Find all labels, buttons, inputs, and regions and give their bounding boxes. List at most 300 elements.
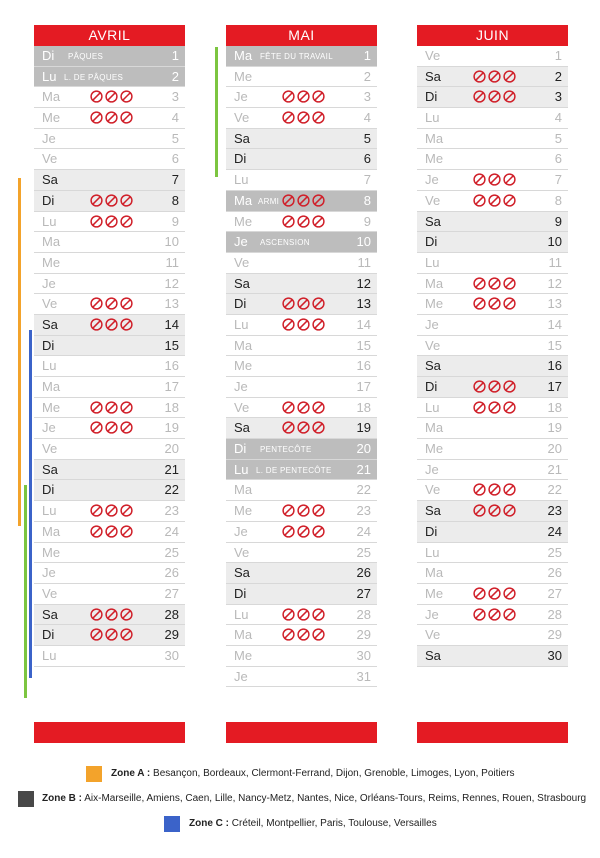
weekday-label: Lu xyxy=(42,213,57,229)
day-number: 30 xyxy=(164,647,179,663)
day-number: 24 xyxy=(547,523,562,539)
day-row xyxy=(226,584,377,605)
weekday-label: Ma xyxy=(425,420,444,436)
day-row xyxy=(34,294,185,315)
traffic-ban-icons xyxy=(90,215,135,230)
day-row xyxy=(34,67,185,88)
month-footer xyxy=(226,722,377,743)
day-number: 6 xyxy=(554,151,562,167)
weekday-label: Lu xyxy=(425,544,440,560)
day-row xyxy=(417,522,568,543)
weekday-label: Di xyxy=(42,627,55,643)
weekday-label: Lu xyxy=(42,358,57,374)
day-number: 21 xyxy=(356,461,371,477)
day-number: 18 xyxy=(547,399,562,415)
weekday-label: Me xyxy=(425,296,444,312)
weekday-label: Je xyxy=(42,275,56,291)
traffic-ban-icons xyxy=(473,401,518,416)
traffic-ban-icons xyxy=(473,173,518,188)
no-entry-icon xyxy=(297,318,310,331)
day-row xyxy=(417,129,568,150)
day-row xyxy=(34,501,185,522)
day-row xyxy=(417,605,568,626)
zone-a-name: Zone A : xyxy=(111,768,151,779)
weekday-label: Ve xyxy=(425,48,441,63)
weekday-label: Ma xyxy=(425,565,444,581)
weekday-label: Sa xyxy=(42,172,58,188)
weekday-label: Je xyxy=(234,234,248,250)
weekday-label: Je xyxy=(42,420,56,436)
weekday-label: Sa xyxy=(42,461,58,477)
month-header: AVRIL xyxy=(34,25,185,46)
traffic-ban-icons xyxy=(282,608,327,623)
day-number: 5 xyxy=(363,130,371,146)
day-row xyxy=(417,149,568,170)
day-number: 30 xyxy=(547,647,562,663)
zone-b-legend xyxy=(42,792,586,806)
no-entry-icon xyxy=(503,90,516,103)
weekday-label: Ma xyxy=(425,275,444,291)
day-number: 14 xyxy=(356,316,371,332)
day-number: 26 xyxy=(164,565,179,581)
traffic-ban-icons xyxy=(282,504,327,519)
no-entry-icon xyxy=(282,628,295,641)
day-row xyxy=(226,294,377,315)
traffic-ban-icons xyxy=(473,483,518,498)
traffic-ban-icons xyxy=(473,297,518,312)
weekday-label: Ma xyxy=(234,337,253,353)
weekday-label: Me xyxy=(42,110,61,126)
day-number: 26 xyxy=(547,565,562,581)
day-row xyxy=(226,625,377,646)
day-row xyxy=(417,46,568,67)
traffic-ban-icons xyxy=(90,421,135,436)
day-number: 20 xyxy=(356,441,371,457)
day-row xyxy=(34,149,185,170)
no-entry-icon xyxy=(120,194,133,207)
no-entry-icon xyxy=(297,608,310,621)
no-entry-icon xyxy=(473,608,486,621)
day-row xyxy=(417,170,568,191)
no-entry-icon xyxy=(90,421,103,434)
day-row xyxy=(226,67,377,88)
no-entry-icon xyxy=(473,194,486,207)
day-number: 12 xyxy=(547,275,562,291)
day-number: 21 xyxy=(164,461,179,477)
day-row xyxy=(417,315,568,336)
traffic-ban-icons xyxy=(473,504,518,519)
traffic-ban-icons xyxy=(90,525,135,540)
weekday-label: Me xyxy=(234,68,253,84)
day-row xyxy=(417,377,568,398)
day-number: 24 xyxy=(356,523,371,539)
day-row xyxy=(226,170,377,191)
holiday-label: PENTECÔTE xyxy=(260,445,312,455)
no-entry-icon xyxy=(120,111,133,124)
day-number: 27 xyxy=(164,585,179,601)
holiday-label: FÊTE DU TRAVAIL xyxy=(260,52,333,61)
zone-c-cities: Créteil, Montpellier, Paris, Toulouse, Versailles xyxy=(231,818,437,829)
weekday-label: Di xyxy=(234,441,247,457)
day-row xyxy=(226,646,377,667)
weekday-label: Sa xyxy=(425,68,441,84)
no-entry-icon xyxy=(120,504,133,517)
no-entry-icon xyxy=(120,608,133,621)
day-row xyxy=(226,108,377,129)
no-entry-icon xyxy=(503,297,516,310)
traffic-ban-icons xyxy=(473,608,518,623)
day-number: 23 xyxy=(356,503,371,519)
day-row xyxy=(226,87,377,108)
traffic-ban-icons xyxy=(473,587,518,602)
no-entry-icon xyxy=(488,380,501,393)
day-number: 8 xyxy=(171,192,179,208)
no-entry-icon xyxy=(105,525,118,538)
holiday-label: ASCENSION xyxy=(260,238,310,248)
weekday-label: Ve xyxy=(234,110,250,126)
no-entry-icon xyxy=(105,608,118,621)
no-entry-icon xyxy=(282,525,295,538)
day-row xyxy=(34,46,185,67)
weekday-label: Ma xyxy=(234,482,253,498)
day-number: 11 xyxy=(548,254,562,270)
traffic-ban-icons xyxy=(473,194,518,209)
weekday-label: Sa xyxy=(234,130,250,146)
day-row xyxy=(34,253,185,274)
no-entry-icon xyxy=(473,587,486,600)
no-entry-icon xyxy=(503,70,516,83)
traffic-ban-icons xyxy=(90,194,135,209)
day-number: 31 xyxy=(356,668,371,684)
day-row xyxy=(226,356,377,377)
no-entry-icon xyxy=(503,483,516,496)
day-row xyxy=(417,584,568,605)
day-row xyxy=(226,439,377,460)
day-number: 1 xyxy=(171,48,179,63)
traffic-ban-icons xyxy=(282,318,327,333)
day-row xyxy=(34,170,185,191)
day-number: 3 xyxy=(363,89,371,105)
weekday-label: Me xyxy=(234,647,253,663)
day-row xyxy=(417,294,568,315)
zone-b-swatch xyxy=(18,791,34,807)
day-row xyxy=(226,129,377,150)
day-number: 22 xyxy=(547,482,562,498)
weekday-label: Ve xyxy=(234,254,250,270)
day-number: 21 xyxy=(547,461,562,477)
no-entry-icon xyxy=(503,380,516,393)
no-entry-icon xyxy=(312,297,325,310)
no-entry-icon xyxy=(105,194,118,207)
weekday-label: Me xyxy=(234,358,253,374)
day-row xyxy=(34,108,185,129)
no-entry-icon xyxy=(297,194,310,207)
day-number: 14 xyxy=(547,316,562,332)
day-row xyxy=(34,315,185,336)
weekday-label: Ma xyxy=(42,523,61,539)
zone-c-swatch xyxy=(164,816,180,832)
traffic-ban-icons xyxy=(90,401,135,416)
weekday-label: Ma xyxy=(234,627,253,643)
day-row xyxy=(417,563,568,584)
weekday-label: Sa xyxy=(425,358,441,374)
day-row xyxy=(34,398,185,419)
weekday-label: Me xyxy=(42,544,61,560)
day-number: 3 xyxy=(554,89,562,105)
weekday-label: Di xyxy=(425,234,438,250)
day-number: 18 xyxy=(164,399,179,415)
no-entry-icon xyxy=(105,504,118,517)
day-number: 23 xyxy=(164,503,179,519)
day-number: 28 xyxy=(547,606,562,622)
day-number: 4 xyxy=(554,110,562,126)
day-row xyxy=(226,543,377,564)
weekday-label: Ve xyxy=(42,296,58,312)
day-row xyxy=(34,563,185,584)
traffic-ban-icons xyxy=(90,504,135,519)
no-entry-icon xyxy=(488,297,501,310)
no-entry-icon xyxy=(473,70,486,83)
no-entry-icon xyxy=(120,318,133,331)
no-entry-icon xyxy=(297,628,310,641)
traffic-ban-icons xyxy=(282,421,327,436)
no-entry-icon xyxy=(90,525,103,538)
day-row xyxy=(226,315,377,336)
no-entry-icon xyxy=(473,297,486,310)
holiday-label: ARMI xyxy=(258,196,280,206)
weekday-label: Sa xyxy=(425,503,441,519)
day-number: 20 xyxy=(164,441,179,457)
weekday-label: Ve xyxy=(42,151,58,167)
weekday-label: Lu xyxy=(425,399,440,415)
day-number: 13 xyxy=(547,296,562,312)
zone-a-legend xyxy=(111,767,515,781)
weekday-label: Di xyxy=(42,192,55,208)
no-entry-icon xyxy=(297,421,310,434)
day-number: 1 xyxy=(363,48,371,63)
traffic-ban-icons xyxy=(90,111,135,126)
weekday-label: Me xyxy=(234,213,253,229)
weekday-label: Ve xyxy=(425,337,441,353)
day-number: 2 xyxy=(363,68,371,84)
day-number: 5 xyxy=(554,130,562,146)
weekday-label: Di xyxy=(42,48,55,63)
no-entry-icon xyxy=(312,504,325,517)
no-entry-icon xyxy=(488,587,501,600)
no-entry-icon xyxy=(105,421,118,434)
day-row xyxy=(34,418,185,439)
weekday-label: Sa xyxy=(425,213,441,229)
day-row xyxy=(34,129,185,150)
traffic-ban-icons xyxy=(282,194,327,209)
no-entry-icon xyxy=(488,483,501,496)
traffic-ban-icons xyxy=(90,318,135,333)
weekday-label: Ma xyxy=(42,379,61,394)
day-row xyxy=(34,336,185,357)
day-row xyxy=(226,605,377,626)
day-number: 10 xyxy=(356,234,371,250)
no-entry-icon xyxy=(90,504,103,517)
day-row xyxy=(417,501,568,522)
no-entry-icon xyxy=(282,421,295,434)
weekday-label: Je xyxy=(234,668,248,684)
day-row xyxy=(226,460,377,481)
day-number: 6 xyxy=(171,151,179,167)
no-entry-icon xyxy=(473,277,486,290)
no-entry-icon xyxy=(312,525,325,538)
no-entry-icon xyxy=(297,525,310,538)
day-number: 1 xyxy=(554,48,562,63)
no-entry-icon xyxy=(312,401,325,414)
day-number: 4 xyxy=(171,110,179,126)
day-row xyxy=(34,605,185,626)
day-row xyxy=(226,274,377,295)
holiday-label: L. DE PÂQUES xyxy=(64,72,124,82)
no-entry-icon xyxy=(120,401,133,414)
traffic-ban-icons xyxy=(90,297,135,312)
month-header: JUIN xyxy=(417,25,568,46)
weekday-label: Ma xyxy=(425,130,444,146)
day-row xyxy=(226,522,377,543)
no-entry-icon xyxy=(105,628,118,641)
weekday-label: Sa xyxy=(234,420,250,436)
day-row xyxy=(417,108,568,129)
holiday-label: L. DE PENTECÔTE xyxy=(256,465,332,475)
traffic-ban-icons xyxy=(473,70,518,85)
no-entry-icon xyxy=(282,215,295,228)
no-entry-icon xyxy=(90,318,103,331)
weekday-label: Je xyxy=(425,172,439,188)
no-entry-icon xyxy=(473,401,486,414)
day-number: 17 xyxy=(164,379,179,394)
zone-a-bar xyxy=(18,178,21,526)
day-number: 3 xyxy=(171,89,179,105)
day-number: 30 xyxy=(356,647,371,663)
no-entry-icon xyxy=(503,401,516,414)
weekday-label: Je xyxy=(234,379,248,394)
day-number: 8 xyxy=(554,192,562,208)
day-number: 2 xyxy=(554,68,562,84)
no-entry-icon xyxy=(488,90,501,103)
day-number: 22 xyxy=(356,482,371,498)
day-number: 9 xyxy=(171,213,179,229)
weekday-label: Ma xyxy=(42,89,61,105)
no-entry-icon xyxy=(282,90,295,103)
day-row xyxy=(34,646,185,667)
weekday-label: Ve xyxy=(42,441,58,457)
weekday-label: Lu xyxy=(42,68,57,84)
weekday-label: Sa xyxy=(42,606,58,622)
weekday-label: Lu xyxy=(42,647,57,663)
no-entry-icon xyxy=(90,90,103,103)
no-entry-icon xyxy=(90,215,103,228)
day-row xyxy=(417,67,568,88)
no-entry-icon xyxy=(503,504,516,517)
day-number: 7 xyxy=(363,172,371,188)
day-row xyxy=(34,480,185,501)
no-entry-icon xyxy=(282,194,295,207)
day-row xyxy=(417,191,568,212)
traffic-ban-icons xyxy=(90,608,135,623)
no-entry-icon xyxy=(120,297,133,310)
day-number: 19 xyxy=(356,420,371,436)
weekday-label: Je xyxy=(234,523,248,539)
weekday-label: Di xyxy=(425,379,438,394)
day-row xyxy=(417,398,568,419)
no-entry-icon xyxy=(90,297,103,310)
month-header: MAI xyxy=(226,25,377,46)
day-number: 12 xyxy=(164,275,179,291)
day-row xyxy=(417,87,568,108)
month-mai xyxy=(226,25,377,687)
zone-b-cities: Aix-Marseille, Amiens, Caen, Lille, Nancy-Metz, Nantes, Nice, Orléans-Tours, Reims, Rennes, Rouen, Strasbourg xyxy=(84,793,587,804)
traffic-ban-icons xyxy=(282,297,327,312)
no-entry-icon xyxy=(297,504,310,517)
month-footer xyxy=(417,722,568,743)
day-number: 17 xyxy=(547,379,562,394)
day-number: 23 xyxy=(547,503,562,519)
day-number: 16 xyxy=(356,358,371,374)
no-entry-icon xyxy=(282,318,295,331)
day-number: 29 xyxy=(356,627,371,643)
weekday-label: Ve xyxy=(425,192,441,208)
weekday-label: Je xyxy=(425,461,439,477)
no-entry-icon xyxy=(503,277,516,290)
day-number: 12 xyxy=(356,275,371,291)
weekday-label: Di xyxy=(234,151,247,167)
day-row xyxy=(226,480,377,501)
day-number: 25 xyxy=(164,544,179,560)
day-number: 5 xyxy=(171,130,179,146)
no-entry-icon xyxy=(488,194,501,207)
day-row xyxy=(417,480,568,501)
weekday-label: Me xyxy=(234,503,253,519)
no-entry-icon xyxy=(90,111,103,124)
weekday-label: Ma xyxy=(234,192,253,208)
day-row xyxy=(34,212,185,233)
no-entry-icon xyxy=(312,608,325,621)
day-number: 7 xyxy=(171,172,179,188)
no-entry-icon xyxy=(488,401,501,414)
zone-c-bar xyxy=(29,330,32,678)
no-entry-icon xyxy=(105,297,118,310)
weekday-label: Je xyxy=(425,606,439,622)
no-entry-icon xyxy=(282,297,295,310)
weekday-label: Di xyxy=(234,585,247,601)
day-row xyxy=(34,232,185,253)
day-number: 28 xyxy=(356,606,371,622)
weekday-label: Sa xyxy=(234,565,250,581)
day-row xyxy=(417,418,568,439)
day-number: 25 xyxy=(547,544,562,560)
weekday-label: Ma xyxy=(42,234,61,250)
no-entry-icon xyxy=(297,215,310,228)
day-row xyxy=(34,191,185,212)
traffic-ban-icons xyxy=(473,380,518,395)
zone-b-name: Zone B : xyxy=(42,793,82,804)
traffic-ban-icons xyxy=(282,90,327,105)
day-number: 9 xyxy=(554,213,562,229)
no-entry-icon xyxy=(282,504,295,517)
no-entry-icon xyxy=(503,194,516,207)
traffic-ban-icons xyxy=(473,277,518,292)
day-number: 13 xyxy=(356,296,371,312)
day-row xyxy=(417,460,568,481)
no-entry-icon xyxy=(90,628,103,641)
day-number: 19 xyxy=(164,420,179,436)
day-number: 15 xyxy=(547,337,562,353)
weekday-label: Sa xyxy=(425,647,441,663)
